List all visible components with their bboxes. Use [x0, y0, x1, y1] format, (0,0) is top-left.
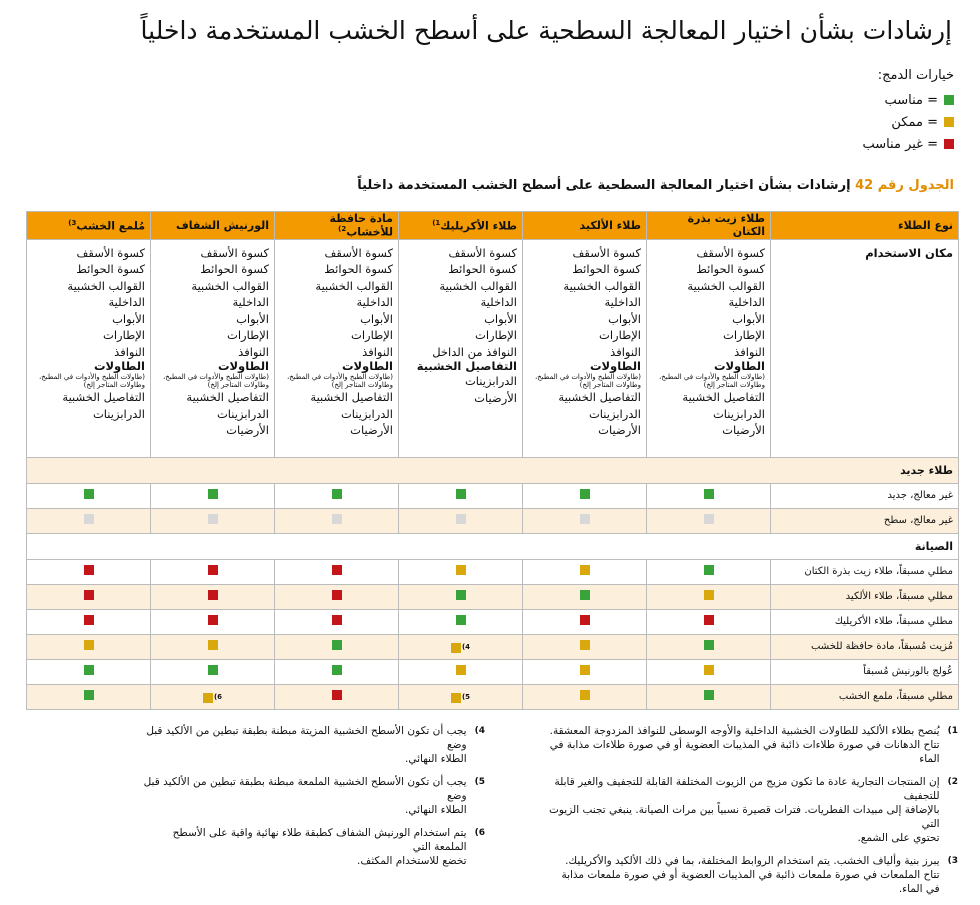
rating-marker — [208, 665, 218, 675]
rating-cell — [647, 559, 771, 584]
rating-marker — [704, 489, 714, 499]
rating-cell — [275, 609, 399, 634]
rating-cell — [27, 483, 151, 508]
rating-marker — [84, 640, 94, 650]
usage-item: (طاولات الطبخ والأدوات في المطبخ، وطاولات المتاجر إلخ) — [286, 373, 393, 390]
footnote — [140, 724, 485, 766]
green-square-icon — [456, 615, 466, 625]
rating-cell — [27, 584, 151, 609]
usage-item: القوالب الخشبية الداخلية — [67, 278, 145, 310]
footnote-text — [548, 775, 940, 845]
rating-cell — [151, 609, 275, 634]
rating-cell — [399, 684, 523, 709]
row-label: مُزيت مُسبقاً، مادة حافظة للخشب — [771, 634, 959, 659]
usage-item: التفاصيل الخشبية — [186, 390, 269, 405]
rating-cell — [151, 483, 275, 508]
rating-marker — [451, 693, 470, 703]
rating-marker — [332, 665, 342, 675]
usage-item: الإطارات — [351, 328, 393, 343]
rating-marker — [704, 690, 714, 700]
usage-item: الطاولات — [217, 359, 269, 374]
green-square-icon — [580, 590, 590, 600]
footnote-line: تتاح الملمعات في صورة ملمعات ذائبة في المذيبات العضوية أو في صورة ملمعات مذابة في الماء. — [561, 869, 940, 895]
usage-item: القوالب الخشبية الداخلية — [191, 278, 269, 310]
footnote-number: 4) — [474, 726, 485, 736]
rating-cell — [523, 508, 647, 533]
rating-cell — [647, 609, 771, 634]
rating-cell — [27, 508, 151, 533]
rating-cell — [523, 684, 647, 709]
usage-item: التفاصيل الخشبية — [558, 390, 641, 405]
footnote-number: 5) — [474, 777, 485, 787]
usage-cell — [151, 239, 275, 457]
footnote-ref: 6) — [213, 692, 223, 701]
rating-marker — [208, 590, 218, 600]
grey-square-icon — [84, 514, 94, 524]
row-label: مطلي مسبقاً، طلاء زيت بذرة الكتان — [771, 559, 959, 584]
legend-item-suitable — [734, 89, 954, 111]
yellow-square-icon — [456, 665, 466, 675]
row-label: غير معالج، سطح — [771, 508, 959, 533]
rating-cell — [151, 584, 275, 609]
footnote-ref: 5) — [461, 692, 471, 701]
footnote — [548, 854, 958, 896]
footnote-text — [140, 826, 467, 868]
footnote-line: يجب أن تكون الأسطح الخشبية المزيتة مبطنة بطبقة تبطين من الألكيد قبل وضع — [146, 725, 467, 751]
rating-marker — [208, 640, 218, 650]
rating-cell — [27, 659, 151, 684]
column-header: طلاء الألكيد — [523, 212, 647, 240]
footnote-line: تخضع للاستخدام المكثف. — [357, 855, 467, 867]
rating-marker — [580, 565, 590, 575]
usage-item: التفاصيل الخشبية — [416, 359, 517, 374]
footnote-line: بالإضافة إلى مبيدات الفطريات. فترات قصيرة نسبياً بين مرات الصيانة. ينبغي تجنب الزيوت التي — [548, 804, 940, 830]
rating-marker — [332, 565, 342, 575]
yellow-square-icon — [944, 117, 954, 127]
rating-marker — [456, 565, 466, 575]
usage-item: الأرضيات — [722, 423, 765, 438]
table-row — [27, 659, 959, 684]
footnotes-left — [140, 724, 485, 877]
red-square-icon — [332, 690, 342, 700]
red-square-icon — [332, 615, 342, 625]
green-square-icon — [580, 489, 590, 499]
rating-marker — [704, 590, 714, 600]
usage-item: كسوة الحوائط — [76, 262, 145, 277]
row-label: مطلي مسبقاً، طلاء الألكيد — [771, 584, 959, 609]
column-header: مادة حافظة للأخشاب$^{2)}$ — [275, 212, 399, 240]
section-row — [27, 533, 959, 559]
red-square-icon — [84, 590, 94, 600]
rating-marker — [580, 514, 590, 524]
rating-cell — [151, 559, 275, 584]
rating-marker — [704, 565, 714, 575]
column-header: طلاء الأكريليك$^{1)}$ — [399, 212, 523, 240]
green-square-icon — [944, 95, 954, 105]
rating-cell — [27, 684, 151, 709]
usage-item: كسوة الحوائط — [696, 262, 765, 277]
footnote-line: إن المنتجات التجارية عادة ما تكون مزيج من الزيوت المختلفة القابلة للتجفيف والغير قابلة للتجفيف — [554, 776, 940, 802]
rating-marker — [704, 640, 714, 650]
grey-square-icon — [332, 514, 342, 524]
rating-marker — [580, 489, 590, 499]
rating-cell — [647, 634, 771, 659]
green-square-icon — [332, 665, 342, 675]
table-row — [27, 634, 959, 659]
usage-cell — [27, 239, 151, 457]
rating-marker — [208, 615, 218, 625]
section-title: الصيانة — [27, 533, 959, 559]
table-row — [27, 508, 959, 533]
rating-cell — [275, 584, 399, 609]
table-row — [27, 609, 959, 634]
rating-marker — [704, 514, 714, 524]
usage-item: كسوة الأسقف — [76, 245, 145, 260]
yellow-square-icon — [203, 693, 213, 703]
table-caption-text: إرشادات بشأن اختيار المعالجة السطحية على أسطح الخشب المستخدمة داخلياً — [357, 178, 851, 193]
row-label: مطلي مسبقاً، طلاء الأكريليك — [771, 609, 959, 634]
legend-label: = مناسب — [884, 92, 938, 108]
grey-square-icon — [208, 514, 218, 524]
footnote-line: تحتوي على الشمع. — [857, 832, 940, 844]
rating-cell — [647, 508, 771, 533]
usage-item: كسوة الحوائط — [448, 262, 517, 277]
rating-marker — [456, 615, 466, 625]
usage-item: النوافذ — [610, 344, 641, 359]
rating-cell — [523, 559, 647, 584]
rating-marker — [332, 690, 342, 700]
rating-marker — [84, 590, 94, 600]
rating-cell — [647, 584, 771, 609]
rating-cell — [399, 609, 523, 634]
table-caption — [357, 178, 954, 193]
red-square-icon — [944, 139, 954, 149]
usage-item: كسوة الأسقف — [572, 245, 641, 260]
usage-item: القوالب الخشبية الداخلية — [315, 278, 393, 310]
footnote — [548, 775, 958, 845]
red-square-icon — [84, 565, 94, 575]
rating-cell — [275, 559, 399, 584]
green-square-icon — [84, 690, 94, 700]
rating-marker — [332, 615, 342, 625]
red-square-icon — [704, 615, 714, 625]
rating-marker — [456, 590, 466, 600]
yellow-square-icon — [208, 640, 218, 650]
usage-item: الدرابزينات — [92, 406, 145, 421]
red-square-icon — [332, 590, 342, 600]
green-square-icon — [704, 565, 714, 575]
legend-label: = ممكن — [891, 114, 938, 130]
table-row — [27, 584, 959, 609]
rating-cell — [275, 634, 399, 659]
rating-cell — [399, 584, 523, 609]
footnotes-right — [548, 724, 958, 905]
usage-item: كسوة الحوائط — [200, 262, 269, 277]
green-square-icon — [456, 489, 466, 499]
table-row — [27, 559, 959, 584]
green-square-icon — [704, 640, 714, 650]
rating-marker — [456, 514, 466, 524]
rating-marker — [456, 665, 466, 675]
rating-marker — [580, 640, 590, 650]
guidance-table — [26, 211, 959, 710]
rating-cell — [399, 508, 523, 533]
green-square-icon — [704, 489, 714, 499]
rating-cell — [151, 508, 275, 533]
legend-item-unsuitable — [734, 133, 954, 155]
grey-square-icon — [456, 514, 466, 524]
rating-marker — [84, 665, 94, 675]
usage-cell — [647, 239, 771, 457]
usage-item: القوالب الخشبية الداخلية — [687, 278, 765, 310]
usage-item: الأبواب — [360, 311, 393, 326]
rating-cell — [523, 634, 647, 659]
footnote-line: الطلاء النهائي. — [405, 804, 467, 816]
rating-marker — [704, 615, 714, 625]
usage-item: الدرابزينات — [216, 406, 269, 421]
footnote-number: 3) — [947, 856, 958, 866]
usage-item: الإطارات — [103, 328, 145, 343]
footnote-line: يجب أن تكون الأسطح الخشبية الملمعة مبطنة بطبقة تبطين من الألكيد قبل وضع — [143, 776, 467, 802]
usage-item: الأبواب — [112, 311, 145, 326]
usage-item: كسوة الحوائط — [572, 262, 641, 277]
usage-item: الدرابزينات — [588, 406, 641, 421]
table-row — [27, 684, 959, 709]
usage-item: كسوة الأسقف — [324, 245, 393, 260]
rating-cell — [151, 684, 275, 709]
rating-marker — [84, 489, 94, 499]
usage-row-label: مكان الاستخدام — [771, 239, 959, 457]
usage-item: النوافذ — [238, 344, 269, 359]
section-title: طلاء جديد — [27, 457, 959, 483]
yellow-square-icon — [704, 665, 714, 675]
rating-marker — [332, 590, 342, 600]
usage-item: (طاولات الطبخ والأدوات في المطبخ، وطاولات المتاجر إلخ) — [658, 373, 765, 390]
usage-cell — [523, 239, 647, 457]
section-row — [27, 457, 959, 483]
table-number: الجدول رقم 42 — [855, 178, 954, 193]
rating-cell — [647, 659, 771, 684]
legend — [734, 66, 954, 155]
usage-item: كسوة الأسقف — [448, 245, 517, 260]
red-square-icon — [208, 590, 218, 600]
rating-cell — [523, 609, 647, 634]
rating-cell — [647, 483, 771, 508]
column-header: مُلمع الخشب$^{3)}$ — [27, 212, 151, 240]
usage-item: القوالب الخشبية الداخلية — [563, 278, 641, 310]
usage-item: الطاولات — [341, 359, 393, 374]
footnote-line: يتم استخدام الورنيش الشفاف كطبقة طلاء نهائية واقية على الأسطح الملمعة التي — [172, 827, 467, 853]
rating-marker — [580, 590, 590, 600]
column-header: الورنيش الشفاف — [151, 212, 275, 240]
green-square-icon — [84, 489, 94, 499]
rating-cell — [523, 483, 647, 508]
rating-marker — [84, 514, 94, 524]
green-square-icon — [208, 665, 218, 675]
legend-title: خيارات الدمج: — [877, 68, 954, 83]
usage-item: (طاولات الطبخ والأدوات في المطبخ، وطاولات المتاجر إلخ) — [38, 373, 145, 390]
usage-item: كسوة الأسقف — [696, 245, 765, 260]
usage-item: الإطارات — [227, 328, 269, 343]
footnote-line: يبرز بنية وألياف الخشب. يتم استخدام الروابط المختلفة، بما في ذلك الألكيد والأكريليك. — [565, 855, 940, 867]
rating-marker — [704, 665, 714, 675]
green-square-icon — [84, 665, 94, 675]
usage-item: (طاولات الطبخ والأدوات في المطبخ، وطاولات المتاجر إلخ) — [534, 373, 641, 390]
page-title: إرشادات بشأن اختيار المعالجة السطحية على أسطح الخشب المستخدمة داخلياً — [140, 16, 952, 45]
rating-cell — [399, 559, 523, 584]
rating-marker — [580, 665, 590, 675]
legend-label: = غير مناسب — [862, 136, 938, 152]
usage-item: الطاولات — [589, 359, 641, 374]
rating-marker — [580, 690, 590, 700]
footnote-text — [548, 724, 940, 766]
legend-item-possible — [734, 111, 954, 133]
usage-cell — [399, 239, 523, 457]
footnote-line: الطلاء النهائي. — [405, 753, 467, 765]
yellow-square-icon — [580, 640, 590, 650]
green-square-icon — [332, 640, 342, 650]
yellow-square-icon — [580, 665, 590, 675]
usage-item: الأرضيات — [350, 423, 393, 438]
rating-marker — [332, 640, 342, 650]
green-square-icon — [332, 489, 342, 499]
yellow-square-icon — [580, 690, 590, 700]
usage-item: الدرابزينات — [464, 374, 517, 389]
footnote-number: 6) — [474, 828, 485, 838]
usage-item: الأبواب — [236, 311, 269, 326]
rating-marker — [84, 615, 94, 625]
table-header-row — [27, 212, 959, 240]
usage-item: الدرابزينات — [712, 406, 765, 421]
usage-item: كسوة الحوائط — [324, 262, 393, 277]
usage-item: القوالب الخشبية الداخلية — [439, 278, 517, 310]
rating-cell — [27, 609, 151, 634]
rating-cell — [647, 684, 771, 709]
red-square-icon — [208, 565, 218, 575]
usage-item: الأرضيات — [226, 423, 269, 438]
rating-cell — [27, 634, 151, 659]
usage-item: النوافذ — [362, 344, 393, 359]
usage-item: التفاصيل الخشبية — [310, 390, 393, 405]
footnote — [548, 724, 958, 766]
rating-cell — [399, 483, 523, 508]
usage-item: التفاصيل الخشبية — [62, 390, 145, 405]
usage-item: الأبواب — [608, 311, 641, 326]
yellow-square-icon — [704, 590, 714, 600]
usage-item: الدرابزينات — [340, 406, 393, 421]
rating-cell — [523, 659, 647, 684]
footnote-number: 2) — [947, 777, 958, 787]
footnote-ref: 4) — [461, 642, 471, 651]
usage-item: الأبواب — [732, 311, 765, 326]
usage-item: (طاولات الطبخ والأدوات في المطبخ، وطاولات المتاجر إلخ) — [162, 373, 269, 390]
red-square-icon — [332, 565, 342, 575]
rating-marker — [208, 489, 218, 499]
usage-item: التفاصيل الخشبية — [682, 390, 765, 405]
usage-item: النوافذ من الداخل — [432, 344, 517, 359]
footnote-text — [140, 775, 467, 817]
corner-header: نوع الطلاء — [771, 212, 959, 240]
usage-item: الإطارات — [599, 328, 641, 343]
rating-marker — [456, 489, 466, 499]
rating-cell — [275, 659, 399, 684]
row-label: عُولج بالورنيش مُسبقاً — [771, 659, 959, 684]
usage-row — [27, 239, 959, 457]
usage-item: الأرضيات — [474, 390, 517, 405]
red-square-icon — [84, 615, 94, 625]
yellow-square-icon — [580, 565, 590, 575]
rating-cell — [151, 634, 275, 659]
green-square-icon — [208, 489, 218, 499]
usage-item: الأرضيات — [598, 423, 641, 438]
rating-marker — [203, 693, 222, 703]
footnote-line: يُنصح بطلاء الألكيد للطاولات الخشبية الداخلية والأوجه الوسطى للنوافذ المزدوجة المعشقة. — [549, 725, 940, 737]
grey-square-icon — [704, 514, 714, 524]
rating-cell — [275, 684, 399, 709]
usage-item: الأبواب — [484, 311, 517, 326]
yellow-square-icon — [451, 693, 461, 703]
red-square-icon — [580, 615, 590, 625]
green-square-icon — [704, 690, 714, 700]
footnote-text — [140, 724, 467, 766]
rating-cell — [399, 634, 523, 659]
rating-marker — [208, 565, 218, 575]
rating-cell — [151, 659, 275, 684]
rating-cell — [275, 508, 399, 533]
footnote-line: تتاح الدهانات في صورة طلاءات ذائبة في المذيبات العضوية أو في صورة طلاءات مذابة في الماء — [549, 739, 940, 765]
rating-marker — [208, 514, 218, 524]
yellow-square-icon — [451, 643, 461, 653]
green-square-icon — [456, 590, 466, 600]
rating-marker — [84, 565, 94, 575]
footnote — [140, 826, 485, 868]
table-row — [27, 483, 959, 508]
row-label: مطلي مسبقاً، ملمع الخشب — [771, 684, 959, 709]
grey-square-icon — [580, 514, 590, 524]
rating-cell — [399, 659, 523, 684]
usage-item: الإطارات — [475, 328, 517, 343]
rating-cell — [27, 559, 151, 584]
usage-cell — [275, 239, 399, 457]
usage-item: الطاولات — [93, 359, 145, 374]
usage-item: النوافذ — [114, 344, 145, 359]
rating-marker — [580, 615, 590, 625]
usage-item: كسوة الأسقف — [200, 245, 269, 260]
rating-cell — [275, 483, 399, 508]
red-square-icon — [208, 615, 218, 625]
rating-marker — [84, 690, 94, 700]
row-label: غير معالج، جديد — [771, 483, 959, 508]
rating-cell — [523, 584, 647, 609]
column-header: طلاء زيت بذرة الكتان — [647, 212, 771, 240]
yellow-square-icon — [84, 640, 94, 650]
usage-item: النوافذ — [734, 344, 765, 359]
rating-marker — [332, 514, 342, 524]
usage-item: الطاولات — [713, 359, 765, 374]
footnote-number: 1) — [947, 726, 958, 736]
footnote — [140, 775, 485, 817]
footnote-text — [548, 854, 940, 896]
usage-item: الإطارات — [723, 328, 765, 343]
rating-marker — [332, 489, 342, 499]
rating-marker — [451, 643, 470, 653]
yellow-square-icon — [456, 565, 466, 575]
